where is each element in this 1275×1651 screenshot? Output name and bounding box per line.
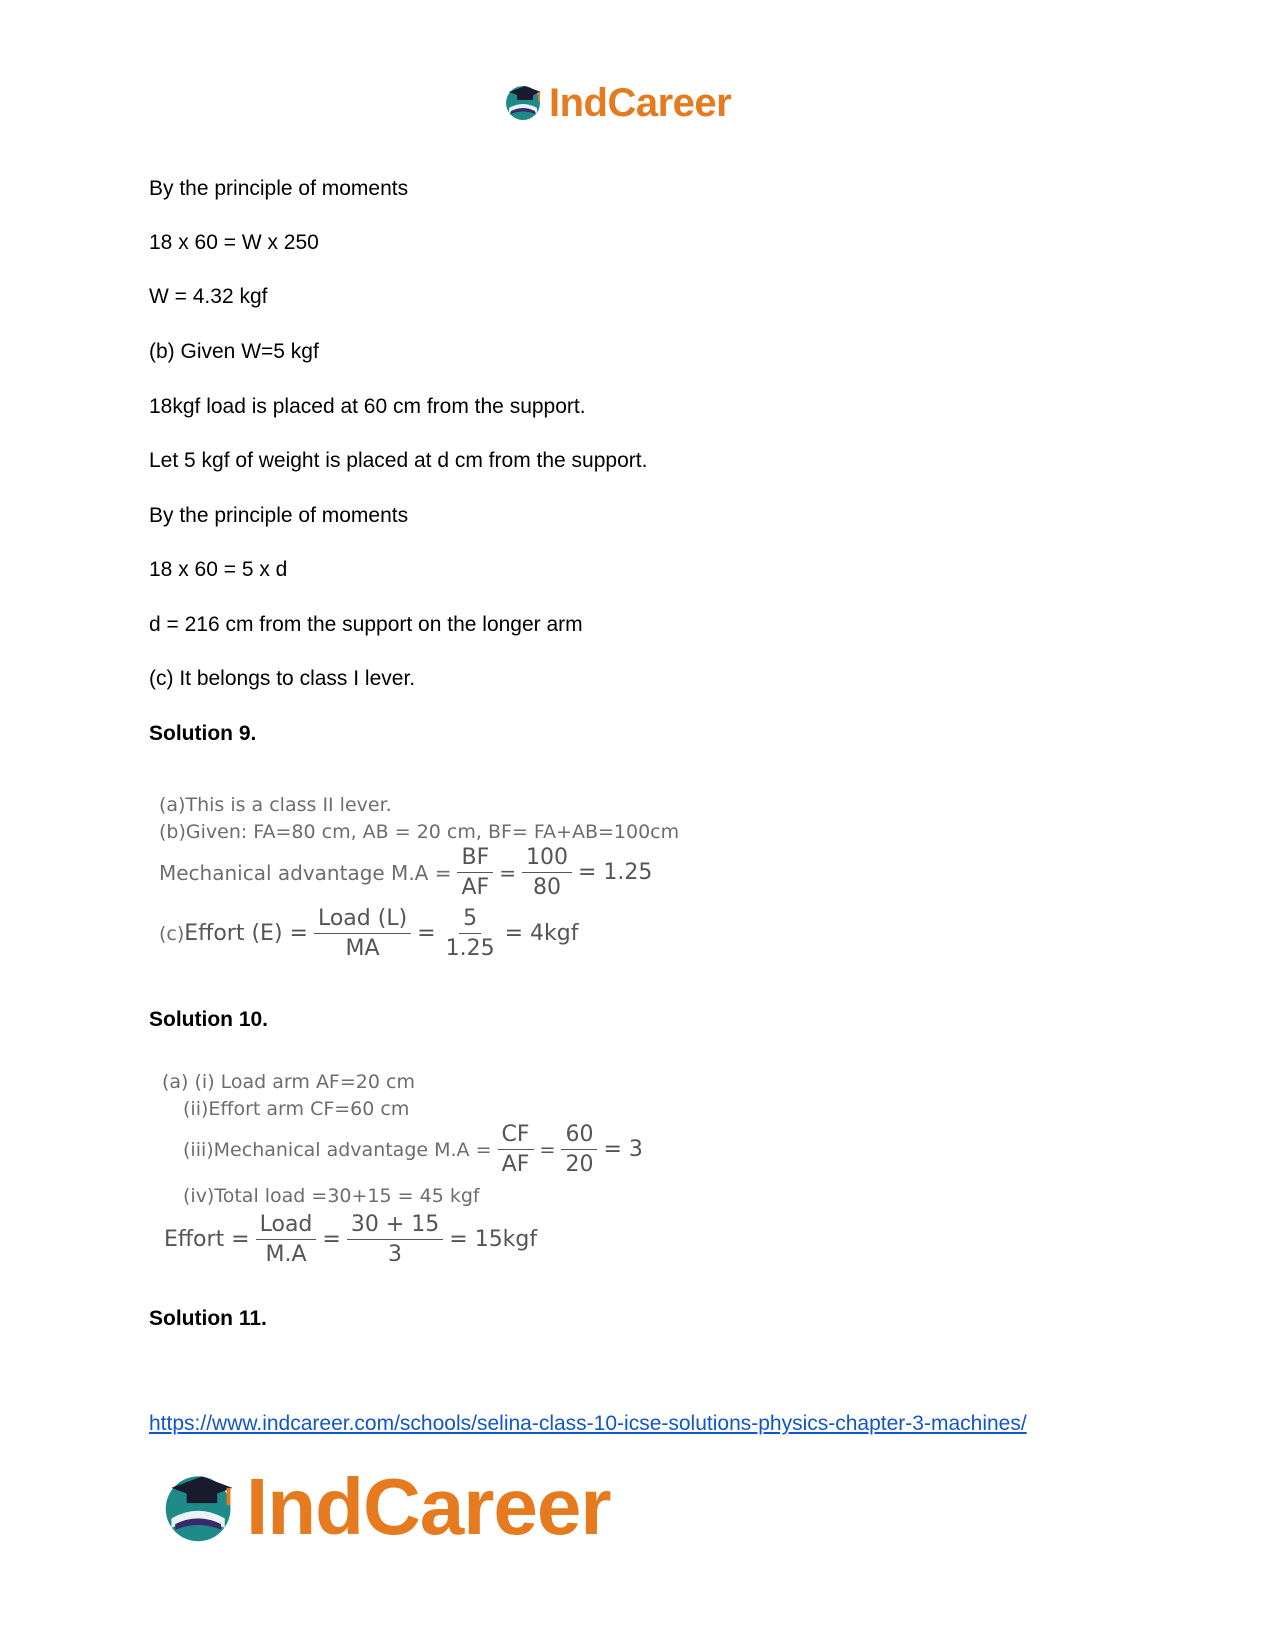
numerator: Load (L): [314, 906, 411, 934]
denominator: 3: [388, 1242, 403, 1267]
denominator: M.A: [265, 1242, 307, 1267]
text-line: W = 4.32 kgf: [149, 285, 268, 308]
equals-sign: =: [539, 1138, 556, 1161]
numerator: Load: [256, 1212, 317, 1240]
ma-label: (iii)Mechanical advantage M.A =: [183, 1138, 492, 1161]
text-line: d = 216 cm from the support on the longer arm: [149, 613, 583, 636]
text-line: (c) It belongs to class I lever.: [149, 667, 416, 690]
footer-logo: [160, 1462, 610, 1552]
logo-text: IndCareer: [549, 80, 732, 125]
text-line: (b) Given W=5 kgf: [149, 340, 319, 363]
result: = 1.25: [578, 860, 653, 885]
denominator: AF: [501, 1152, 530, 1177]
numerator: CF: [498, 1122, 534, 1150]
solution-10-part-ii: (ii)Effort arm CF=60 cm: [183, 1098, 410, 1120]
solution-9-part-b: (b)Given: FA=80 cm, AB = 20 cm, BF= FA+AB=100cm: [159, 821, 680, 843]
numerator: 100: [522, 845, 572, 873]
solution-10-part-iv: (iv)Total load =30+15 = 45 kgf: [183, 1185, 480, 1207]
text-line: 18 x 60 = 5 x d: [149, 558, 288, 581]
numerator: 30 + 15: [347, 1212, 443, 1240]
solution-10-part-i: (a) (i) Load arm AF=20 cm: [162, 1071, 415, 1093]
denominator: 20: [565, 1152, 594, 1177]
ma-label: Mechanical advantage M.A =: [159, 860, 452, 885]
header-logo: [503, 78, 731, 128]
text-line: 18kgf load is placed at 60 cm from the support.: [149, 395, 586, 418]
equals-sign: =: [322, 1227, 341, 1252]
denominator: 80: [533, 875, 561, 900]
solution-10-effort: [164, 1212, 537, 1267]
fraction: [457, 845, 493, 900]
solution-11-heading: Solution 11.: [149, 1307, 267, 1330]
solution-10-mechanical-advantage: [183, 1122, 643, 1177]
solution-9-mechanical-advantage: [159, 845, 652, 900]
logo-text: IndCareer: [246, 1462, 611, 1551]
numerator: 5: [459, 906, 481, 934]
solution-9-part-a: (a)This is a class II lever.: [159, 794, 392, 816]
equals-sign: =: [417, 921, 436, 946]
solution-9-heading: Solution 9.: [149, 722, 257, 745]
fraction: [522, 845, 572, 900]
denominator: AF: [461, 875, 490, 900]
numerator: BF: [457, 845, 493, 873]
denominator: MA: [345, 936, 380, 961]
numerator: 60: [561, 1122, 597, 1150]
denominator: 1.25: [445, 936, 495, 961]
fraction: [498, 1122, 534, 1177]
effort-label: Effort =: [164, 1227, 250, 1252]
result: = 15kgf: [449, 1227, 538, 1252]
solution-9-effort: [159, 906, 578, 961]
text-line: Let 5 kgf of weight is placed at d cm from the support.: [149, 449, 648, 472]
equals-sign: =: [499, 860, 516, 885]
result: = 3: [603, 1137, 643, 1162]
text-line: By the principle of moments: [149, 504, 409, 527]
part-c-label: (c): [159, 922, 185, 945]
graduation-cap-book-icon: [503, 80, 545, 127]
fraction: [256, 1212, 317, 1267]
fraction: [561, 1122, 597, 1177]
graduation-cap-book-icon: [160, 1465, 240, 1550]
fraction: [314, 906, 411, 961]
result: = 4kgf: [504, 921, 579, 946]
fraction: [442, 906, 499, 961]
solution-10-heading: Solution 10.: [149, 1008, 269, 1031]
fraction: [347, 1212, 443, 1267]
source-link[interactable]: https://www.indcareer.com/schools/selina-class-10-icse-solutions-physics-chapter-3-machines/: [149, 1412, 1027, 1435]
text-line: By the principle of moments: [149, 177, 409, 200]
text-line: 18 x 60 = W x 250: [149, 231, 319, 254]
effort-label: Effort (E) =: [184, 921, 308, 946]
